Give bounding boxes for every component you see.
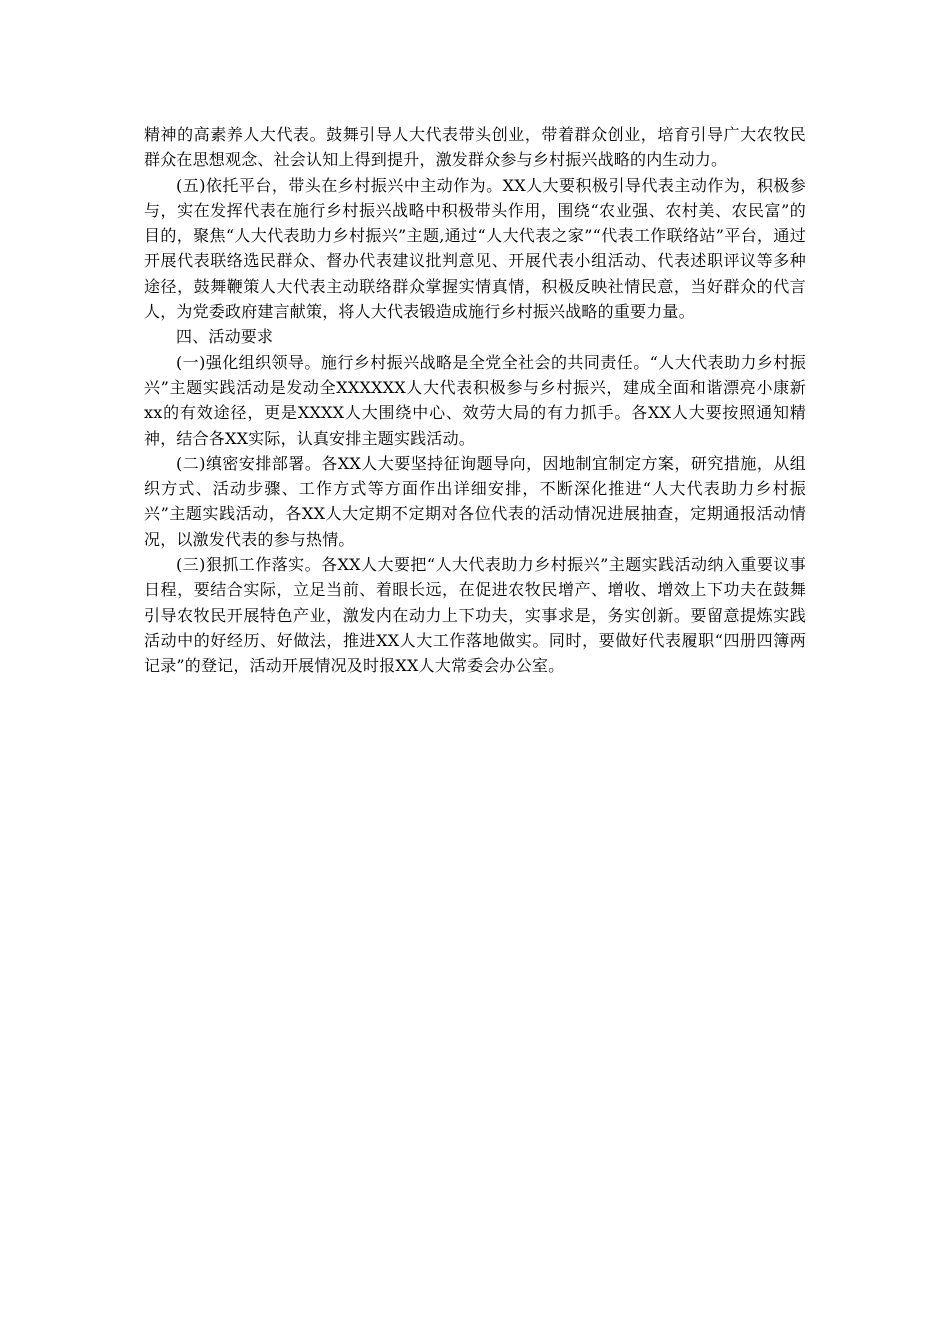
document-body: [144, 122, 806, 679]
section-heading-activity-requirements: 四、活动要求: [176, 327, 274, 347]
paragraph-implementation: (三)狠抓工作落实。各XX人大要把“人大代表助力乡村振兴”主题实践活动纳入重要议事日程，要结合实际，立足当前、着眼长远，在促进农牧民增产、增收、增效上下功夫在鼓舞引导农牧民开展特色产业，激发内在动力上下功夫，实事求是，务实创新。要留意提炼实践活动中的好经历、好做法，推进XX人大工作落地做实。同时，要做好代表履职“四册四簿两记录”的登记，活动开展情况及时报XX人大常委会办公室。: [144, 555, 806, 676]
paragraph-continuation: 精神的高素养人大代表。鼓舞引导人大代表带头创业，带着群众创业，培育引导广大农牧民群众在思想观念、社会认知上得到提升，激发群众参与乡村振兴战略的内生动力。: [144, 125, 806, 170]
paragraph-strengthen-leadership: (一)强化组织领导。施行乡村振兴战略是全党全社会的共同责任。“人大代表助力乡村振兴”主题实践活动是发动全XXXXXX人大代表积极参与乡村振兴，建成全面和谐漂亮小康新xx的有效途径，更是XXXX人大围绕中心、效劳大局的有力抓手。各XX人大要按照通知精神，结合各XX实际，认真安排主题实践活动。: [144, 352, 806, 448]
paragraph-careful-arrangement: (二)缜密安排部署。各XX人大要坚持征询题导向，因地制宜制定方案，研究措施，从组织方式、活动步骤、工作方式等方面作出详细安排，不断深化推进“人大代表助力乡村振兴”主题实践活动，各XX人大定期不定期对各位代表的活动情况进展抽查，定期通报活动情况，以激发代表的参与热情。: [144, 453, 806, 549]
paragraph-section-five-platform: (五)依托平台，带头在乡村振兴中主动作为。XX人大要积极引导代表主动作为，积极参与，实在发挥代表在施行乡村振兴战略中积极带头作用，围绕“农业强、农村美、农民富”的目的，聚焦“人大代表助力乡村振兴”主题,通过“人大代表之家”“代表工作联络站”平台，通过开展代表联络选民群众、督办代表建议批判意见、开展代表小组活动、代表述职评议等多种途径，鼓舞鞭策人大代表主动联络群众掌握实情真情，积极反映社情民意，当好群众的代言人，为党委政府建言献策，将人大代表锻造成施行乡村振兴战略的重要力量。: [144, 175, 806, 322]
